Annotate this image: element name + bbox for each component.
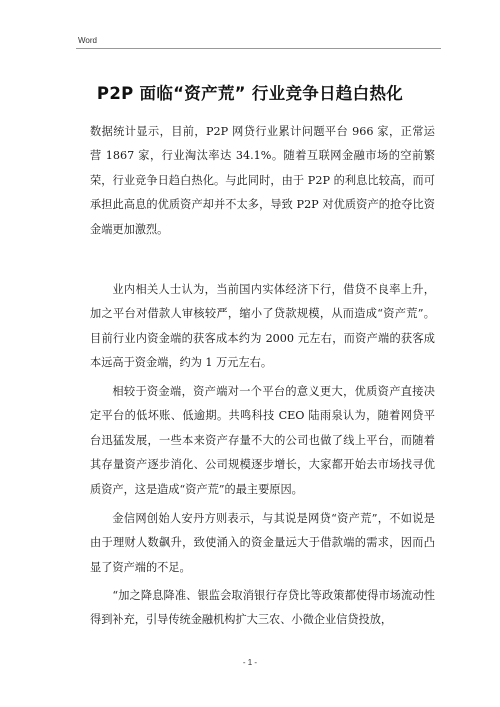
document-title: P2P 面临“资产荒” 行业竞争日趋白热化 — [96, 84, 404, 103]
paragraph-1: 数据统计显示，目前，P2P 网贷行业累计问题平台 966 家，正常运营 1867 家，行业淘汰率达 34.1%。随着互联网金融市场的空前繁荣，行业竞争日趋白热化。与此同时，由于 P2P 的利息比较高，而可承担此高息的优质资产却并不太多，导致 P2P 对优质资产的抢夺比资金端更加激烈。 — [90, 125, 435, 236]
paragraph-3: 相较于资金端，资产端对一个平台的意义更大，优质资产直接决定平台的低坏账、低逾期。共鸣科技 CEO 陆雨泉认为，随着网贷平台迅猛发展，一些本来资产存量不大的公司也做了线上平台，而随着其存量资产逐步消化、公司规模逐步增长，大家都开始去市场找寻优质资产，这是造成“资产荒”的最主要原因。 — [90, 385, 435, 496]
paragraph-2: 业内相关人士认为，当前国内实体经济下行，借贷不良率上升，加之平台对借款人审核较严，缩小了贷款规模，从而造成“资产荒”。目前行业内资金端的获客成本约为 2000 元左右，而资产端的获客成本远高于资金端，约为 1 万元左右。 — [90, 283, 435, 370]
paragraph-4: 金信网创始人安丹方则表示，与其说是网贷“资产荒”，不如说是由于理财人数飙升，致使涌入的资金量远大于借款端的需求，因而凸显了资产端的不足。 — [90, 512, 435, 574]
page-number: - 1 - — [242, 658, 258, 667]
header-label: Word — [78, 36, 97, 45]
header-divider — [76, 48, 441, 49]
paragraph-5: “加之降息降准、银监会取消银行存贷比等政策都使得市场流动性得到补充，引导传统金融机构扩大三农、小微企业信贷投放， — [90, 589, 435, 627]
